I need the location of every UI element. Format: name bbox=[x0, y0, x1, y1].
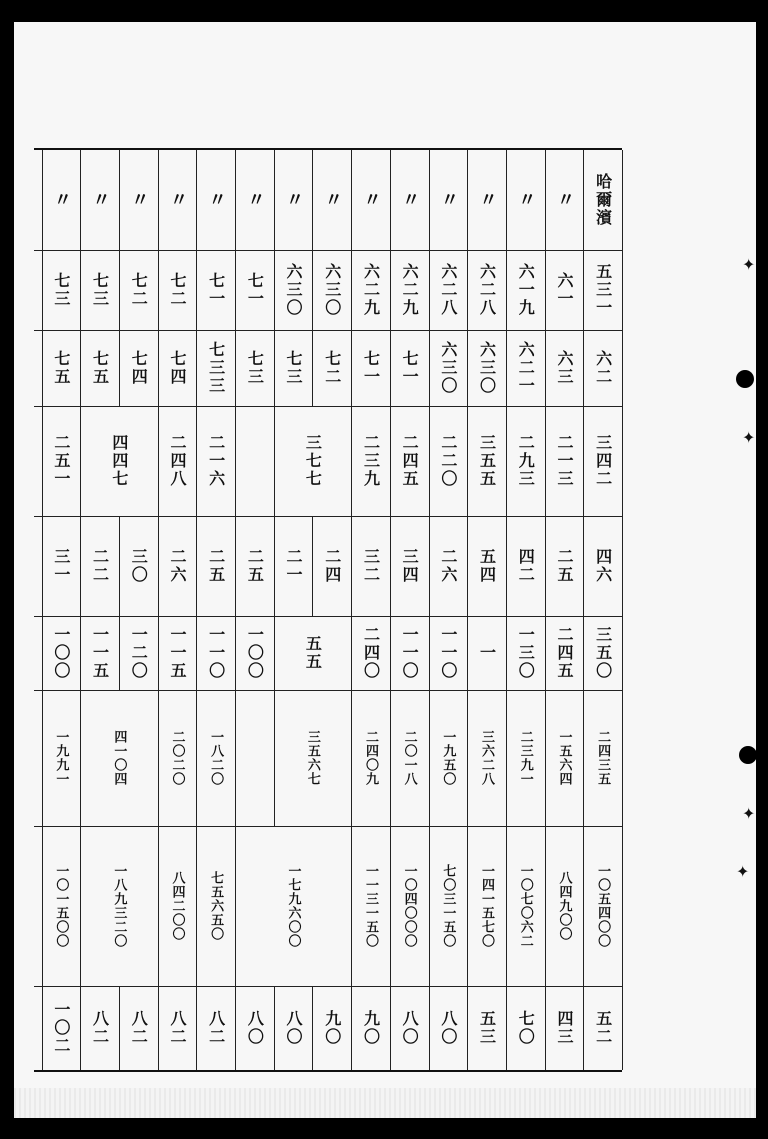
table-cell-place bbox=[80, 150, 119, 250]
cell-text: 三四 bbox=[400, 548, 420, 584]
merged-cell-c3 bbox=[80, 406, 157, 516]
table-cell-c8 bbox=[429, 986, 468, 1070]
table-cell-c4 bbox=[545, 516, 584, 616]
table-cell-c3 bbox=[42, 406, 81, 516]
cell-text: 七三 bbox=[245, 350, 265, 386]
table-cell-place bbox=[158, 150, 197, 250]
table-cell-c2 bbox=[196, 330, 235, 406]
table-cell-c4 bbox=[351, 516, 390, 616]
column-rule bbox=[622, 826, 623, 986]
column-rule bbox=[622, 330, 623, 406]
table-cell-c3 bbox=[351, 406, 390, 516]
cell-text: 一三〇 bbox=[516, 626, 536, 680]
cell-text: 七三 bbox=[284, 350, 304, 386]
table-cell-c1 bbox=[274, 250, 313, 330]
cell-text: 一八九三二〇 bbox=[111, 864, 127, 948]
table-cell-c2 bbox=[506, 330, 545, 406]
table-cell-c2 bbox=[119, 330, 158, 406]
cell-text: 一〇一五〇〇 bbox=[53, 864, 69, 948]
cell-text: 二四五 bbox=[400, 434, 420, 488]
table-cell-c7 bbox=[545, 826, 584, 986]
cell-text: 六一九 bbox=[516, 263, 536, 317]
binding-mark: ✦ bbox=[742, 255, 756, 274]
table-cell-c3 bbox=[506, 406, 545, 516]
cell-text: 二五一 bbox=[51, 434, 71, 488]
cell-text: 五四 bbox=[477, 548, 497, 584]
table-cell-c8 bbox=[235, 986, 274, 1070]
table-cell-c3 bbox=[390, 406, 429, 516]
cell-text: 八〇 bbox=[400, 1010, 420, 1046]
table-cell-c5 bbox=[583, 616, 622, 690]
column-rule bbox=[622, 250, 623, 330]
cell-text: 八〇 bbox=[245, 1010, 265, 1046]
cell-text: 八〇 bbox=[438, 1010, 458, 1046]
table-cell-c5 bbox=[196, 616, 235, 690]
punch-hole bbox=[736, 370, 754, 388]
table-cell-c5 bbox=[42, 616, 81, 690]
table-cell-c3 bbox=[467, 406, 506, 516]
table-cell-c8 bbox=[119, 986, 158, 1070]
table-cell-c6 bbox=[42, 690, 81, 826]
cell-text: 一四一五七〇 bbox=[479, 864, 495, 948]
table-cell-place bbox=[545, 150, 584, 250]
cell-text: 七四 bbox=[129, 350, 149, 386]
binding-mark: ✦ bbox=[742, 428, 756, 447]
table-cell-c6 bbox=[429, 690, 468, 826]
cell-text: 二四五 bbox=[554, 626, 574, 680]
cell-text: 五五 bbox=[303, 635, 323, 671]
cell-text: 二五 bbox=[554, 548, 574, 584]
cell-text: 〃 bbox=[128, 190, 150, 210]
cell-text: 一一〇 bbox=[438, 626, 458, 680]
table-cell-place bbox=[119, 150, 158, 250]
cell-text: 一五六四 bbox=[556, 730, 572, 786]
table-cell-place bbox=[583, 150, 622, 250]
table-cell-c4 bbox=[312, 516, 351, 616]
cell-text: 八四二〇〇 bbox=[169, 871, 185, 941]
cell-text: 三一 bbox=[51, 548, 71, 584]
cell-text: 八四九〇〇 bbox=[556, 871, 572, 941]
table-cell-c1 bbox=[467, 250, 506, 330]
cell-text: 二三九一 bbox=[517, 730, 533, 786]
cell-text: 七三 bbox=[51, 272, 71, 308]
cell-text: 四三 bbox=[554, 1010, 574, 1046]
cell-text: 〃 bbox=[321, 190, 343, 210]
column-rule bbox=[622, 986, 623, 1070]
table-cell-c5 bbox=[235, 616, 274, 690]
binding-mark: ✦ bbox=[736, 862, 750, 881]
table-cell-c3 bbox=[196, 406, 235, 516]
cell-text: 七三三 bbox=[206, 341, 226, 395]
merged-cell-c5 bbox=[274, 616, 351, 690]
cell-text: 〃 bbox=[515, 190, 537, 210]
table-cell-c6 bbox=[351, 690, 390, 826]
binding-mark: ✦ bbox=[742, 804, 756, 823]
cell-text: 二五 bbox=[245, 548, 265, 584]
table-cell-c2 bbox=[545, 330, 584, 406]
table-cell-place bbox=[390, 150, 429, 250]
cell-text: 五三一 bbox=[593, 263, 613, 317]
table-cell-c8 bbox=[80, 986, 119, 1070]
table-cell-c4 bbox=[196, 516, 235, 616]
table-cell-c6 bbox=[158, 690, 197, 826]
cell-text: 六三〇 bbox=[322, 263, 342, 317]
cell-text: 二九三 bbox=[516, 434, 536, 488]
table-cell-place bbox=[274, 150, 313, 250]
cell-text: 〃 bbox=[244, 190, 266, 210]
table-cell-place bbox=[506, 150, 545, 250]
cell-text: 一九五〇 bbox=[440, 730, 456, 786]
table-cell-c3 bbox=[545, 406, 584, 516]
merged-cell-c3 bbox=[274, 406, 351, 516]
table-cell-c8 bbox=[390, 986, 429, 1070]
cell-text: 四四七 bbox=[109, 434, 129, 488]
table-cell-place bbox=[351, 150, 390, 250]
cell-text: 〃 bbox=[283, 190, 305, 210]
cell-text: 三五五 bbox=[477, 434, 497, 488]
table-cell-c1 bbox=[158, 250, 197, 330]
table-cell-c4 bbox=[119, 516, 158, 616]
table-cell-place bbox=[312, 150, 351, 250]
table-cell-c5 bbox=[80, 616, 119, 690]
table-cell-c8 bbox=[312, 986, 351, 1070]
table-cell-c7 bbox=[583, 826, 622, 986]
table-cell-c5 bbox=[158, 616, 197, 690]
cell-text: 七三 bbox=[90, 272, 110, 308]
cell-text: 六三〇 bbox=[284, 263, 304, 317]
cell-text: 六二九 bbox=[400, 263, 420, 317]
cell-text: 二六 bbox=[167, 548, 187, 584]
cell-text: 一〇四〇〇〇 bbox=[401, 864, 417, 948]
cell-text: 七二 bbox=[129, 272, 149, 308]
table-cell-c2 bbox=[235, 330, 274, 406]
table-cell-c1 bbox=[235, 250, 274, 330]
cell-text: 六二九 bbox=[361, 263, 381, 317]
table-cell-place bbox=[42, 150, 81, 250]
table-cell-c4 bbox=[42, 516, 81, 616]
cell-text: 〃 bbox=[205, 190, 227, 210]
cell-text: 二四三五 bbox=[595, 730, 611, 786]
table-cell-place bbox=[467, 150, 506, 250]
cell-text: 一七九六〇〇 bbox=[285, 864, 301, 948]
table-cell-c4 bbox=[158, 516, 197, 616]
table-cell-c2 bbox=[351, 330, 390, 406]
table-cell-c4 bbox=[390, 516, 429, 616]
cell-text: 三四二 bbox=[593, 434, 613, 488]
cell-text: 二四 bbox=[322, 548, 342, 584]
cell-text: 八二 bbox=[129, 1010, 149, 1046]
table-cell-c7 bbox=[158, 826, 197, 986]
table-cell-c2 bbox=[429, 330, 468, 406]
table-cell-c8 bbox=[158, 986, 197, 1070]
cell-text: 二一六 bbox=[206, 434, 226, 488]
cell-text: 〃 bbox=[89, 190, 111, 210]
table-cell-c8 bbox=[545, 986, 584, 1070]
cell-text: 三〇 bbox=[129, 548, 149, 584]
table-cell-c3 bbox=[429, 406, 468, 516]
table-cell-c2 bbox=[390, 330, 429, 406]
table-cell-place bbox=[196, 150, 235, 250]
table-cell-c1 bbox=[119, 250, 158, 330]
table-cell-c8 bbox=[467, 986, 506, 1070]
punch-hole bbox=[739, 746, 757, 764]
cell-text: 二一 bbox=[284, 548, 304, 584]
column-rule bbox=[622, 616, 623, 690]
cell-text: 八二 bbox=[206, 1010, 226, 1046]
cell-text: 一八二〇 bbox=[208, 730, 224, 786]
table-cell-c3 bbox=[583, 406, 622, 516]
cell-text: 一 bbox=[477, 644, 497, 662]
table-cell-c1 bbox=[351, 250, 390, 330]
table-cell-c4 bbox=[506, 516, 545, 616]
cell-text: 三七七 bbox=[303, 434, 323, 488]
table-cell-c4 bbox=[429, 516, 468, 616]
cell-text: 九〇 bbox=[361, 1010, 381, 1046]
cell-text: 一〇〇 bbox=[51, 626, 71, 680]
table-cell-c1 bbox=[545, 250, 584, 330]
cell-text: 〃 bbox=[360, 190, 382, 210]
cell-text: 六三 bbox=[554, 350, 574, 386]
table-cell-c4 bbox=[235, 516, 274, 616]
table-cell-c5 bbox=[351, 616, 390, 690]
cell-text: 七五 bbox=[51, 350, 71, 386]
table-cell-c2 bbox=[583, 330, 622, 406]
table-cell-c6 bbox=[467, 690, 506, 826]
merged-cell-c6 bbox=[80, 690, 157, 826]
cell-text: 一〇〇 bbox=[245, 626, 265, 680]
table-cell-c1 bbox=[506, 250, 545, 330]
cell-text: 六一 bbox=[554, 272, 574, 308]
cell-text: 〃 bbox=[476, 190, 498, 210]
cell-text: 三六二八 bbox=[479, 730, 495, 786]
table-cell-c7 bbox=[351, 826, 390, 986]
cell-text: 一一五 bbox=[90, 626, 110, 680]
table-cell-c5 bbox=[545, 616, 584, 690]
cell-text: 一一五 bbox=[167, 626, 187, 680]
table-cell-c6 bbox=[545, 690, 584, 826]
table-cell-c8 bbox=[506, 986, 545, 1070]
table-cell-place bbox=[429, 150, 468, 250]
cell-text: 七五 bbox=[90, 350, 110, 386]
cell-text: 二〇一八 bbox=[401, 730, 417, 786]
table-cell-c1 bbox=[429, 250, 468, 330]
cell-text: 九〇 bbox=[322, 1010, 342, 1046]
cell-text: 〃 bbox=[399, 190, 421, 210]
cell-text: 四一〇四 bbox=[111, 730, 127, 786]
column-rule bbox=[622, 406, 623, 516]
cell-text: 八二 bbox=[90, 1010, 110, 1046]
table-cell-c4 bbox=[80, 516, 119, 616]
cell-text: 三五六七 bbox=[304, 730, 320, 786]
cell-text: 四六 bbox=[593, 548, 613, 584]
cell-text: 七四 bbox=[167, 350, 187, 386]
table-cell-c6 bbox=[390, 690, 429, 826]
cell-text: 二四〇 bbox=[361, 626, 381, 680]
table-cell-c2 bbox=[158, 330, 197, 406]
statistics-table bbox=[34, 148, 622, 1072]
cell-text: 二一三 bbox=[554, 434, 574, 488]
table-cell-c5 bbox=[119, 616, 158, 690]
paper-edge bbox=[14, 1088, 756, 1118]
cell-text: 〃 bbox=[50, 190, 72, 210]
table-cell-c3 bbox=[158, 406, 197, 516]
table-cell-c2 bbox=[467, 330, 506, 406]
table-cell-c6 bbox=[235, 690, 274, 826]
table-cell-c7 bbox=[42, 826, 81, 986]
column-rule bbox=[622, 516, 623, 616]
table-cell-c8 bbox=[583, 986, 622, 1070]
table-cell-c3 bbox=[235, 406, 274, 516]
cell-text: 一〇七〇六二 bbox=[517, 864, 533, 948]
table-cell-c4 bbox=[274, 516, 313, 616]
table-cell-c1 bbox=[42, 250, 81, 330]
table-cell-c1 bbox=[80, 250, 119, 330]
table-cell-c7 bbox=[390, 826, 429, 986]
table-cell-c2 bbox=[80, 330, 119, 406]
column-rule bbox=[622, 150, 623, 250]
cell-text: 一〇五四〇〇 bbox=[595, 864, 611, 948]
table-cell-c5 bbox=[390, 616, 429, 690]
column-rule bbox=[622, 690, 623, 826]
cell-text: 一一〇 bbox=[400, 626, 420, 680]
cell-text: 八二 bbox=[167, 1010, 187, 1046]
cell-text: 一九九一 bbox=[53, 730, 69, 786]
cell-text: 七一 bbox=[361, 350, 381, 386]
table-cell-c7 bbox=[196, 826, 235, 986]
cell-text: 一一三一五〇 bbox=[362, 864, 378, 948]
table-cell-c4 bbox=[583, 516, 622, 616]
cell-text: 二〇二〇 bbox=[169, 730, 185, 786]
cell-text: 六二八 bbox=[477, 263, 497, 317]
cell-text: 六二 bbox=[593, 350, 613, 386]
cell-text: 七五六五〇 bbox=[208, 871, 224, 941]
cell-text: 一〇二 bbox=[51, 1001, 71, 1055]
table-cell-c1 bbox=[390, 250, 429, 330]
table-cell-c1 bbox=[312, 250, 351, 330]
table-cell-c8 bbox=[351, 986, 390, 1070]
cell-text: 二二 bbox=[90, 548, 110, 584]
cell-text: 六二一 bbox=[516, 341, 536, 395]
cell-text: 七一 bbox=[206, 272, 226, 308]
cell-text: 二五 bbox=[206, 548, 226, 584]
cell-text: 七二 bbox=[167, 272, 187, 308]
cell-text: 〃 bbox=[166, 190, 188, 210]
cell-text: 七〇 bbox=[516, 1010, 536, 1046]
cell-text: 哈爾濱 bbox=[593, 173, 613, 227]
table-cell-place bbox=[235, 150, 274, 250]
table-cell-c7 bbox=[467, 826, 506, 986]
table-cell-c1 bbox=[196, 250, 235, 330]
merged-cell-c7 bbox=[235, 826, 351, 986]
table-cell-c6 bbox=[583, 690, 622, 826]
cell-text: 七二 bbox=[322, 350, 342, 386]
merged-cell-c7 bbox=[80, 826, 157, 986]
cell-text: 二四八 bbox=[167, 434, 187, 488]
table-cell-c6 bbox=[506, 690, 545, 826]
cell-text: 三五〇 bbox=[593, 626, 613, 680]
table-cell-c2 bbox=[42, 330, 81, 406]
cell-text: 二三九 bbox=[361, 434, 381, 488]
cell-text: 〃 bbox=[553, 190, 575, 210]
table-cell-c2 bbox=[274, 330, 313, 406]
table-cell-c4 bbox=[467, 516, 506, 616]
cell-text: 一二〇 bbox=[129, 626, 149, 680]
table-cell-c2 bbox=[312, 330, 351, 406]
table-cell-c8 bbox=[274, 986, 313, 1070]
cell-text: 五三 bbox=[477, 1010, 497, 1046]
table-cell-c8 bbox=[42, 986, 81, 1070]
cell-text: 三二 bbox=[361, 548, 381, 584]
cell-text: 二六 bbox=[438, 548, 458, 584]
cell-text: 七〇三一五〇 bbox=[440, 864, 456, 948]
table-cell-c5 bbox=[467, 616, 506, 690]
cell-text: 二四〇九 bbox=[362, 730, 378, 786]
cell-text: 〃 bbox=[437, 190, 459, 210]
table-cell-c1 bbox=[583, 250, 622, 330]
cell-text: 一一〇 bbox=[206, 626, 226, 680]
table-cell-c5 bbox=[429, 616, 468, 690]
merged-cell-c6 bbox=[274, 690, 351, 826]
cell-text: 二二〇 bbox=[438, 434, 458, 488]
cell-text: 五二 bbox=[593, 1010, 613, 1046]
cell-text: 六三〇 bbox=[438, 341, 458, 395]
cell-text: 七一 bbox=[245, 272, 265, 308]
cell-text: 八〇 bbox=[284, 1010, 304, 1046]
table-cell-c5 bbox=[506, 616, 545, 690]
table-cell-c7 bbox=[429, 826, 468, 986]
table-cell-c8 bbox=[196, 986, 235, 1070]
table-cell-c6 bbox=[196, 690, 235, 826]
cell-text: 六二八 bbox=[438, 263, 458, 317]
cell-text: 六三〇 bbox=[477, 341, 497, 395]
cell-text: 七一 bbox=[400, 350, 420, 386]
table-cell-c7 bbox=[506, 826, 545, 986]
cell-text: 四二 bbox=[516, 548, 536, 584]
